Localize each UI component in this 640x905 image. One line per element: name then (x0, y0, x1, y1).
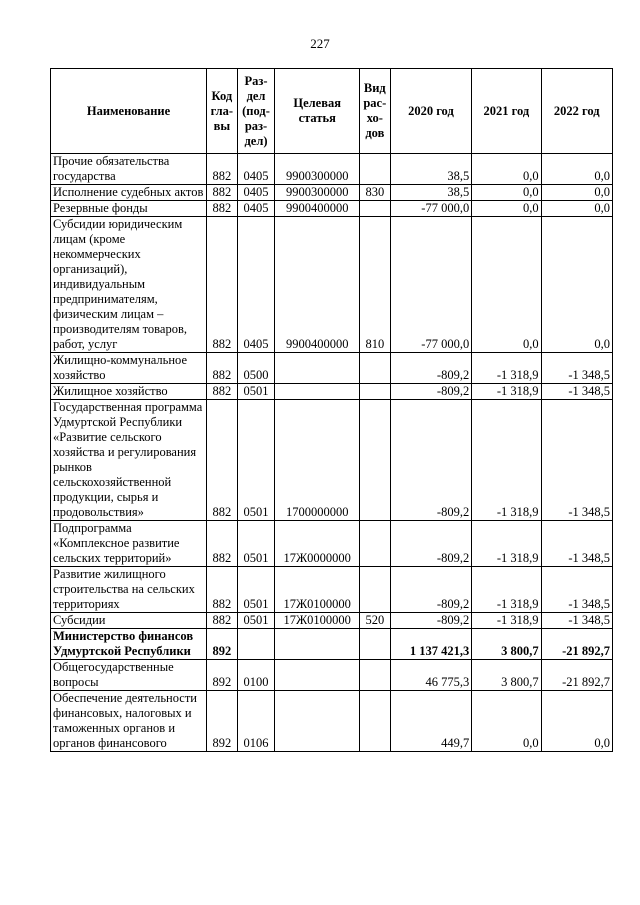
cell-ts (275, 660, 360, 691)
cell-y2022: 0,0 (541, 185, 612, 201)
cell-gl: 882 (207, 400, 238, 521)
cell-gl: 882 (207, 613, 238, 629)
header-gl: Код гла- вы (207, 69, 238, 154)
cell-name: Прочие обязательства государства (51, 154, 207, 185)
cell-vr (360, 567, 391, 613)
cell-name: Жилищное хозяйство (51, 384, 207, 400)
cell-y2022: -1 348,5 (541, 400, 612, 521)
cell-vr (360, 353, 391, 384)
header-vr: Вид рас- хо- дов (360, 69, 391, 154)
cell-gl: 882 (207, 384, 238, 400)
cell-gl: 892 (207, 691, 238, 752)
cell-y2022: -21 892,7 (541, 629, 612, 660)
cell-y2022: -1 348,5 (541, 567, 612, 613)
cell-vr (360, 400, 391, 521)
table-row (51, 567, 613, 613)
cell-y2021: -1 318,9 (472, 521, 541, 567)
cell-y2022: 0,0 (541, 691, 612, 752)
header-row (51, 69, 613, 154)
cell-gl: 882 (207, 217, 238, 353)
cell-vr: 810 (360, 217, 391, 353)
cell-gl: 882 (207, 353, 238, 384)
cell-rz: 0500 (237, 353, 275, 384)
cell-y2021: 3 800,7 (472, 660, 541, 691)
cell-name: Исполнение судебных актов (51, 185, 207, 201)
cell-gl: 892 (207, 660, 238, 691)
cell-y2020: -809,2 (390, 613, 472, 629)
cell-ts (275, 629, 360, 660)
cell-y2021: -1 318,9 (472, 353, 541, 384)
cell-y2021: 0,0 (472, 217, 541, 353)
table-row (51, 400, 613, 521)
cell-y2022: -1 348,5 (541, 613, 612, 629)
table-row (51, 217, 613, 353)
cell-ts (275, 691, 360, 752)
cell-y2020: 38,5 (390, 154, 472, 185)
cell-name: Жилищно-коммунальное хозяйство (51, 353, 207, 384)
budget-table (50, 68, 613, 752)
cell-y2020: -809,2 (390, 567, 472, 613)
cell-y2021: 0,0 (472, 201, 541, 217)
cell-rz: 0405 (237, 201, 275, 217)
cell-gl: 892 (207, 629, 238, 660)
cell-rz: 0501 (237, 384, 275, 400)
cell-y2022: -1 348,5 (541, 521, 612, 567)
cell-vr (360, 384, 391, 400)
header-rz: Раз- дел (под- раз- дел) (237, 69, 275, 154)
cell-y2021: 0,0 (472, 154, 541, 185)
cell-ts: 17Ж0100000 (275, 613, 360, 629)
table-row (51, 629, 613, 660)
cell-vr (360, 629, 391, 660)
cell-y2021: -1 318,9 (472, 613, 541, 629)
cell-gl: 882 (207, 201, 238, 217)
cell-name: Подпрограмма «Комплексное развитие сельских территорий» (51, 521, 207, 567)
cell-rz: 0501 (237, 613, 275, 629)
cell-vr (360, 201, 391, 217)
cell-ts: 9900300000 (275, 154, 360, 185)
cell-name: Субсидии юридическим лицам (кроме некоммерческих организаций), индивидуальным предпринимателям, физическим лицам – производителям товаров, работ, услуг (51, 217, 207, 353)
cell-y2021: -1 318,9 (472, 384, 541, 400)
cell-ts: 1700000000 (275, 400, 360, 521)
table-row (51, 521, 613, 567)
cell-y2020: -809,2 (390, 384, 472, 400)
cell-y2021: 0,0 (472, 185, 541, 201)
cell-vr (360, 154, 391, 185)
cell-name: Министерство финансов Удмуртской Республики (51, 629, 207, 660)
cell-name: Развитие жилищного строительства на сельских территориях (51, 567, 207, 613)
cell-ts (275, 353, 360, 384)
cell-name: Государственная программа Удмуртской Республики «Развитие сельского хозяйства и регулирования рынков сельскохозяйственной продукции, сырья и продовольствия» (51, 400, 207, 521)
cell-y2020: -77 000,0 (390, 217, 472, 353)
cell-ts: 9900400000 (275, 201, 360, 217)
table-row (51, 660, 613, 691)
table-row (51, 613, 613, 629)
cell-y2020: 449,7 (390, 691, 472, 752)
cell-rz: 0106 (237, 691, 275, 752)
header-2022: 2022 год (541, 69, 612, 154)
cell-y2020: -77 000,0 (390, 201, 472, 217)
cell-y2020: 46 775,3 (390, 660, 472, 691)
cell-rz: 0405 (237, 217, 275, 353)
cell-y2020: -809,2 (390, 400, 472, 521)
cell-y2021: -1 318,9 (472, 567, 541, 613)
page-number: 227 (310, 36, 330, 51)
cell-y2020: -809,2 (390, 353, 472, 384)
cell-y2022: -1 348,5 (541, 353, 612, 384)
cell-ts (275, 384, 360, 400)
cell-name: Субсидии (51, 613, 207, 629)
cell-y2020: 1 137 421,3 (390, 629, 472, 660)
cell-vr (360, 521, 391, 567)
cell-rz: 0501 (237, 400, 275, 521)
cell-gl: 882 (207, 154, 238, 185)
header-name: Наименование (51, 69, 207, 154)
cell-ts: 9900400000 (275, 217, 360, 353)
cell-y2022: -1 348,5 (541, 384, 612, 400)
cell-y2022: -21 892,7 (541, 660, 612, 691)
cell-ts: 17Ж0000000 (275, 521, 360, 567)
cell-rz (237, 629, 275, 660)
cell-y2021: 3 800,7 (472, 629, 541, 660)
cell-y2020: 38,5 (390, 185, 472, 201)
cell-rz: 0405 (237, 154, 275, 185)
cell-vr: 830 (360, 185, 391, 201)
cell-vr (360, 660, 391, 691)
header-ts: Целевая статья (275, 69, 360, 154)
cell-rz: 0501 (237, 567, 275, 613)
header-2020: 2020 год (390, 69, 472, 154)
cell-gl: 882 (207, 521, 238, 567)
cell-gl: 882 (207, 185, 238, 201)
cell-vr: 520 (360, 613, 391, 629)
table-row (51, 201, 613, 217)
cell-ts: 9900300000 (275, 185, 360, 201)
cell-vr (360, 691, 391, 752)
header-2021: 2021 год (472, 69, 541, 154)
cell-rz: 0405 (237, 185, 275, 201)
cell-y2021: -1 318,9 (472, 400, 541, 521)
cell-name: Общегосударственные вопросы (51, 660, 207, 691)
table-row (51, 691, 613, 752)
cell-y2020: -809,2 (390, 521, 472, 567)
cell-rz: 0100 (237, 660, 275, 691)
table-row (51, 353, 613, 384)
cell-y2022: 0,0 (541, 217, 612, 353)
cell-gl: 882 (207, 567, 238, 613)
cell-y2021: 0,0 (472, 691, 541, 752)
cell-rz: 0501 (237, 521, 275, 567)
cell-y2022: 0,0 (541, 201, 612, 217)
cell-name: Резервные фонды (51, 201, 207, 217)
cell-ts: 17Ж0100000 (275, 567, 360, 613)
table-row (51, 154, 613, 185)
cell-name: Обеспечение деятельности финансовых, налоговых и таможенных органов и органов финансового (51, 691, 207, 752)
table-row (51, 384, 613, 400)
cell-y2022: 0,0 (541, 154, 612, 185)
table-row (51, 185, 613, 201)
